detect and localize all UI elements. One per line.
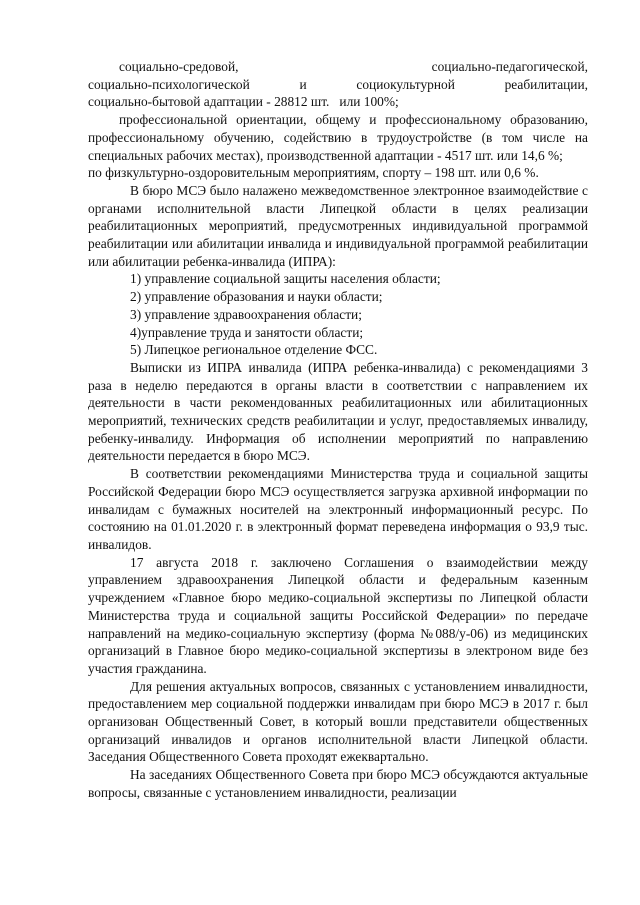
paragraph-sport: по физкультурно-оздоровительным мероприятиям, спорту – 198 шт. или 0,6 %. [88, 165, 539, 181]
paragraph-extracts: Выписки из ИПРА инвалида (ИПРА ребенка-инвалида) с рекомендациями 3 раза в неделю передаются в органы власти в соответствии с направлением их деятельности в части рекомендованных реабилитационных или абилитационных мероприятий, технических средств реабилитации и услуг, предоставляемых инвалиду, ребенку-инвалиду. Информация об исполнении мероприятий по направлению деятельности передается в бюро МСЭ. [88, 359, 588, 464]
paragraph-interaction: В бюро МСЭ было налажено межведомственное электронное взаимодействие с органами исполнительной власти Липецкой области в целях реализации реабилитационных мероприятий, предусмотренных индивидуальной программой реабилитации или абилитации инвалида и индивидуальной программой реабилитации или абилитации ребенка-инвалида (ИПРА): [88, 182, 588, 269]
paragraph-council: Для решения актуальных вопросов, связанных с установлением инвалидности, предоставлением мер социальной поддержки инвалидам при бюро МСЭ в 2017 г. был организован Общественный Совет, в который вошли представители общественных организаций инвалидов и органов исполнительной власти Липецкой области. Заседания Общественного Совета проходят ежеквартально. [88, 678, 588, 765]
paragraph-household-adaptation: социально-бытовой адаптации - 28812 шт. или 100%; [88, 94, 399, 110]
text-line-2 [88, 76, 588, 94]
text-fragment: социально-психологической [88, 76, 250, 92]
paragraph-agreement: 17 августа 2018 г. заключено Соглашения о взаимодействии между управлением здравоохранения Липецкой области и федеральным казенным учреждением «Главное бюро медико-социальной экспертизы по Липецкой области Министерства труда и социальной защиты Российской Федерации» по передаче направлений на медико-социальную экспертизу (форма №088/у-06) из медицинских организаций в Главное бюро медико-социальной экспертизы в электроном виде без участия гражданина. [88, 554, 588, 676]
text-fragment: реабилитации, [504, 76, 588, 92]
text-fragment: социально-педагогической, [431, 59, 588, 74]
text-fragment: социально-средовой, [119, 59, 239, 74]
paragraph-archive: В соответствии рекомендациями Министерства труда и социальной защиты Российской Федерации бюро МСЭ осуществляется загрузка архивной информации по инвалидам с бумажных носителей на электронный информационный ресурс. По состоянию на 01.01.2020 г. в электронный формат переведена информация о 93,9 тыс. инвалидов. [88, 466, 588, 552]
paragraph-professional: профессиональной ориентации, общему и профессиональному образованию, профессиональному обучению, содействию в трудоустройстве (в том числе на специальных рабочих местах), производственной адаптации - 4517 шт. или 14,6 %; [88, 112, 588, 163]
text-fragment: социокультурной [356, 76, 455, 92]
list-item: 5) Липецкое региональное отделение ФСС. [130, 342, 378, 358]
list-item: 1) управление социальной защиты населения области; [130, 271, 441, 287]
text-line-1 [88, 58, 588, 76]
paragraph-meetings: На заседаниях Общественного Совета при бюро МСЭ обсуждаются актуальные вопросы, связанные с установлением инвалидности, реализации [88, 767, 588, 800]
text-fragment: и [299, 76, 307, 92]
authorities-list [88, 270, 588, 359]
list-item: 3) управление здравоохранения области; [130, 306, 362, 322]
list-item: 2) управление образования и науки области; [130, 289, 383, 305]
list-item: 4)управление труда и занятости области; [130, 324, 364, 340]
